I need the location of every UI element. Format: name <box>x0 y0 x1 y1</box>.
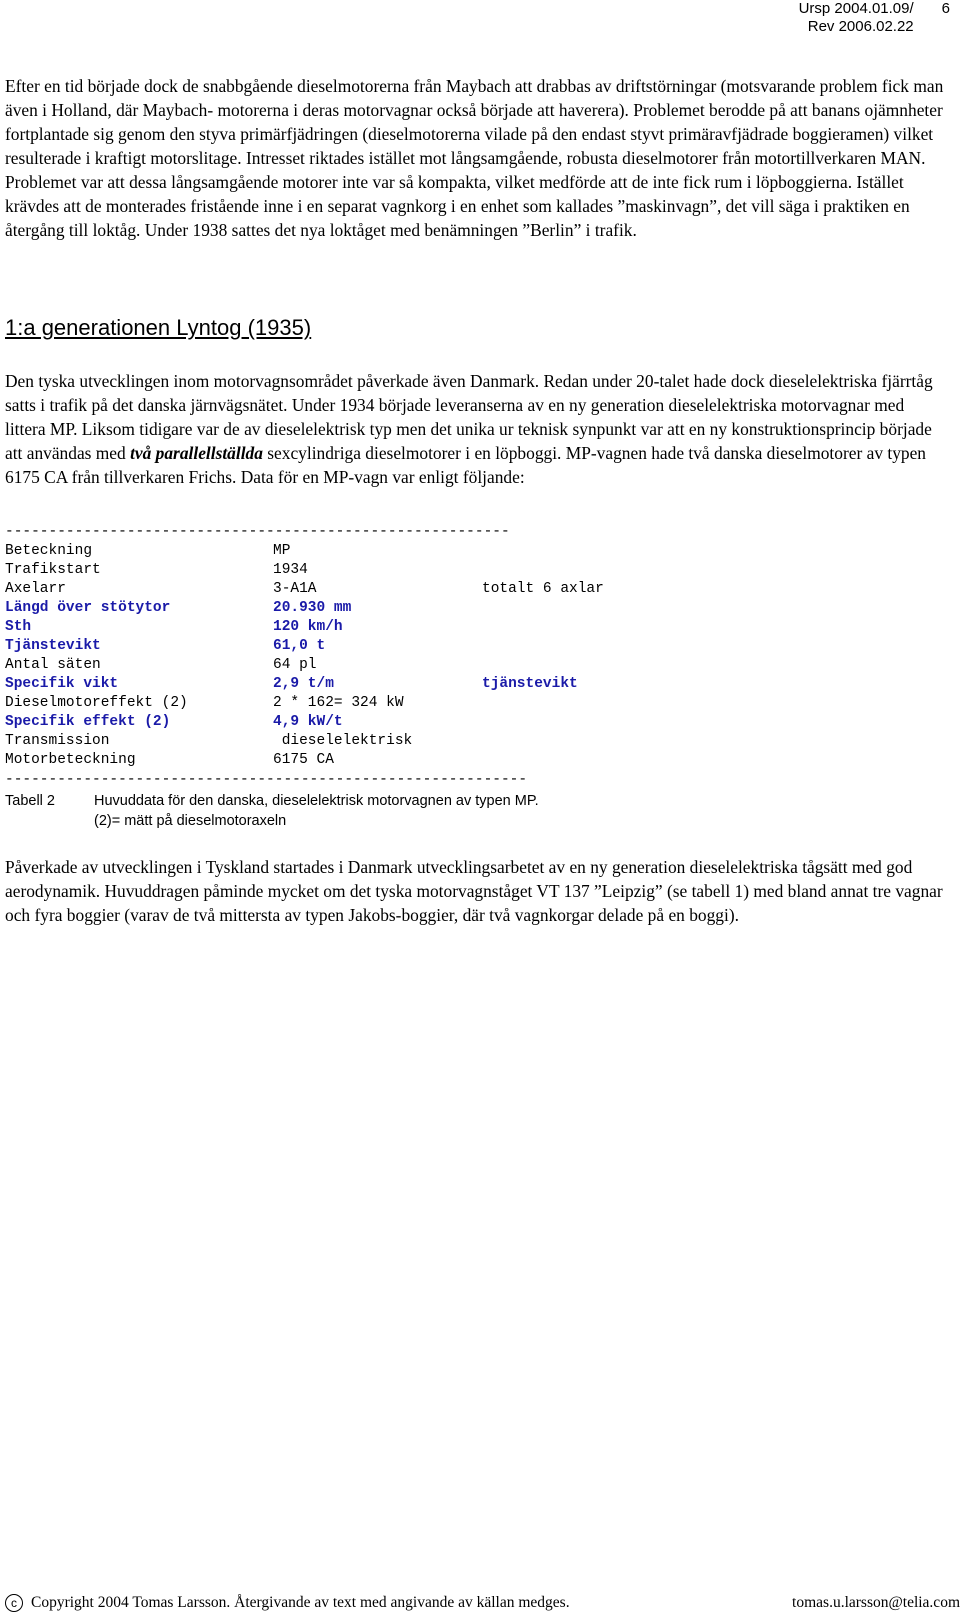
table-row <box>5 675 642 694</box>
original-date: Ursp 2004.01.09/ <box>798 0 914 17</box>
page-header <box>799 0 950 36</box>
paragraph-aerodynamik: Påverkade av utvecklingen i Tyskland startades i Danmark utvecklingsarbetet av en ny generation dieselelektriska tågsätt med god aerodynamik. Huvuddragen påminde mycket om det tyska motorvagnståget VT 137 ”Leipzig” (se tabell 1) med bland annat tre vagnar och fyra boggier (varav de två mittersta av typen Jakobs-boggier, där två vagnkorgar delade på en boggi). <box>5 857 943 925</box>
spec-label: Beteckning <box>5 543 93 559</box>
spec-value: MP <box>273 543 291 559</box>
spec-note <box>482 732 642 751</box>
spec-value: 2,9 t/m <box>273 676 334 692</box>
spec-label: Motorbeteckning <box>5 752 136 768</box>
table-row <box>5 751 642 770</box>
spec-value: 61,0 t <box>273 638 326 654</box>
spec-label: Sth <box>5 619 32 635</box>
paragraph-maybach: Efter en tid började dock de snabbgående dieselmotorerna från Maybach att drabbas av driftstörningar (motsvarande problem fick man även i Holland, där Maybach- motorerna i deras motorvagnar också började att haverera). Problemet berodde på att banans ojämnheter fortplantade sig genom den styva primärfjädringen (dieselmotorerna vilade på den endast styvt primäravfjädrade boggieramen) vilket resulterade i kraftigt motorslitage. Intresset riktades istället mot långsamgående, robusta dieselmotorer från motortillverkaren MAN. Problemet var att dessa långsamgående motorer inte var så kompakta, vilket medförde att de inte fick rum i löpboggierna. Istället krävdes att de monterades fristående inne i en separat vagnkorg i en enhet som kallades ”maskinvagn”, det vill säga i praktiken en återgång till loktåg. Under 1938 sattes det nya loktåget med benämningen ”Berlin” i trafik. <box>5 76 944 240</box>
spec-label: Specifik effekt (2) <box>5 714 171 730</box>
spec-note <box>482 751 642 770</box>
spec-label: Antal säten <box>5 657 101 673</box>
spec-note <box>482 542 642 561</box>
table-rule-top: ---------------------------------------------------------- <box>5 524 510 540</box>
table-row <box>5 580 642 599</box>
spec-value: 64 pl <box>273 657 317 673</box>
spec-note <box>482 694 642 713</box>
paragraph-text-end: sexcylindriga dieselmotorer i en löpboggi. MP-vagnen hade två danska dieselmotorer av typen 6175 CA från tillverkaren Frichs. Data för en MP-vagn var enligt följande: <box>5 443 926 487</box>
copyright-text: Copyright 2004 Tomas Larsson. Återgivande av text med angivande av källan medges. <box>31 1594 570 1611</box>
spec-value: 20.930 mm <box>273 600 352 616</box>
copyright-icon: c <box>5 1594 23 1612</box>
caption-label: Tabell 2 <box>5 793 55 809</box>
spec-label: Specifik vikt <box>5 676 119 692</box>
spec-value: 4,9 kW/t <box>273 714 343 730</box>
caption-body <box>94 791 539 831</box>
spec-label: Trafikstart <box>5 562 101 578</box>
table-row <box>5 637 642 656</box>
spec-value: 3-A1A <box>273 581 317 597</box>
table-row <box>5 599 642 618</box>
spec-label: Transmission <box>5 733 110 749</box>
spec-table-body <box>5 542 642 770</box>
page-footer <box>5 1593 960 1613</box>
spec-note <box>482 561 642 580</box>
table-row <box>5 694 642 713</box>
table-row <box>5 542 642 561</box>
caption-line-2: (2)= mätt på dieselmotoraxeln <box>94 813 287 829</box>
spec-note <box>482 618 642 637</box>
paragraph-danmark <box>5 369 945 489</box>
spec-note <box>482 599 642 618</box>
header-dates <box>799 0 914 36</box>
spec-note: tjänstevikt <box>482 676 578 692</box>
table-rule-bottom: ------------------------------------------------------------ <box>5 772 528 788</box>
spec-note <box>482 656 642 675</box>
spec-value: 6175 CA <box>273 752 334 768</box>
spec-value: 1934 <box>273 562 308 578</box>
spec-note <box>482 713 642 732</box>
table-row <box>5 732 642 751</box>
spec-note: totalt 6 axlar <box>482 581 604 597</box>
table-row <box>5 656 642 675</box>
spec-note <box>482 637 642 656</box>
spec-label: Axelarr <box>5 581 66 597</box>
footer-copyright <box>5 1593 570 1613</box>
spec-value: 120 km/h <box>273 619 343 635</box>
caption-line-1: Huvuddata för den danska, dieselelektrisk motorvagnen av typen MP. <box>94 793 539 809</box>
spec-table <box>5 542 642 770</box>
paragraph-text-start: Den tyska utvecklingen inom motorvagnsområdet påverkade även Danmark. Redan under 20-talet hade dock dieselelektriska fjärrtåg satts i trafik på det danska järnvägsnätet. Under 1934 började leveranserna av en ny generation dieselelektriska motorvagnar med littera MP. Liksom tidigare var de av dieselelektrisk typ men det unika ur teknisk synpunkt var att en ny konstruktionsprincip började att användas med <box>5 371 933 463</box>
table-row <box>5 713 642 732</box>
revision-date: Rev 2006.02.22 <box>807 18 914 35</box>
page-number: 6 <box>941 0 950 17</box>
spec-label: Längd över stötytor <box>5 600 171 616</box>
table-row <box>5 618 642 637</box>
spec-value: dieselelektrisk <box>273 733 413 749</box>
spec-label: Dieselmotoreffekt (2) <box>5 695 188 711</box>
table-caption <box>5 791 539 831</box>
table-row <box>5 561 642 580</box>
section-heading: 1:a generationen Lyntog (1935) <box>5 315 312 340</box>
author-email: tomas.u.larsson@telia.com <box>792 1594 960 1611</box>
spec-label: Tjänstevikt <box>5 638 101 654</box>
spec-value: 2 * 162= 324 kW <box>273 695 404 711</box>
paragraph-emphasis: två parallellställda <box>130 443 263 463</box>
